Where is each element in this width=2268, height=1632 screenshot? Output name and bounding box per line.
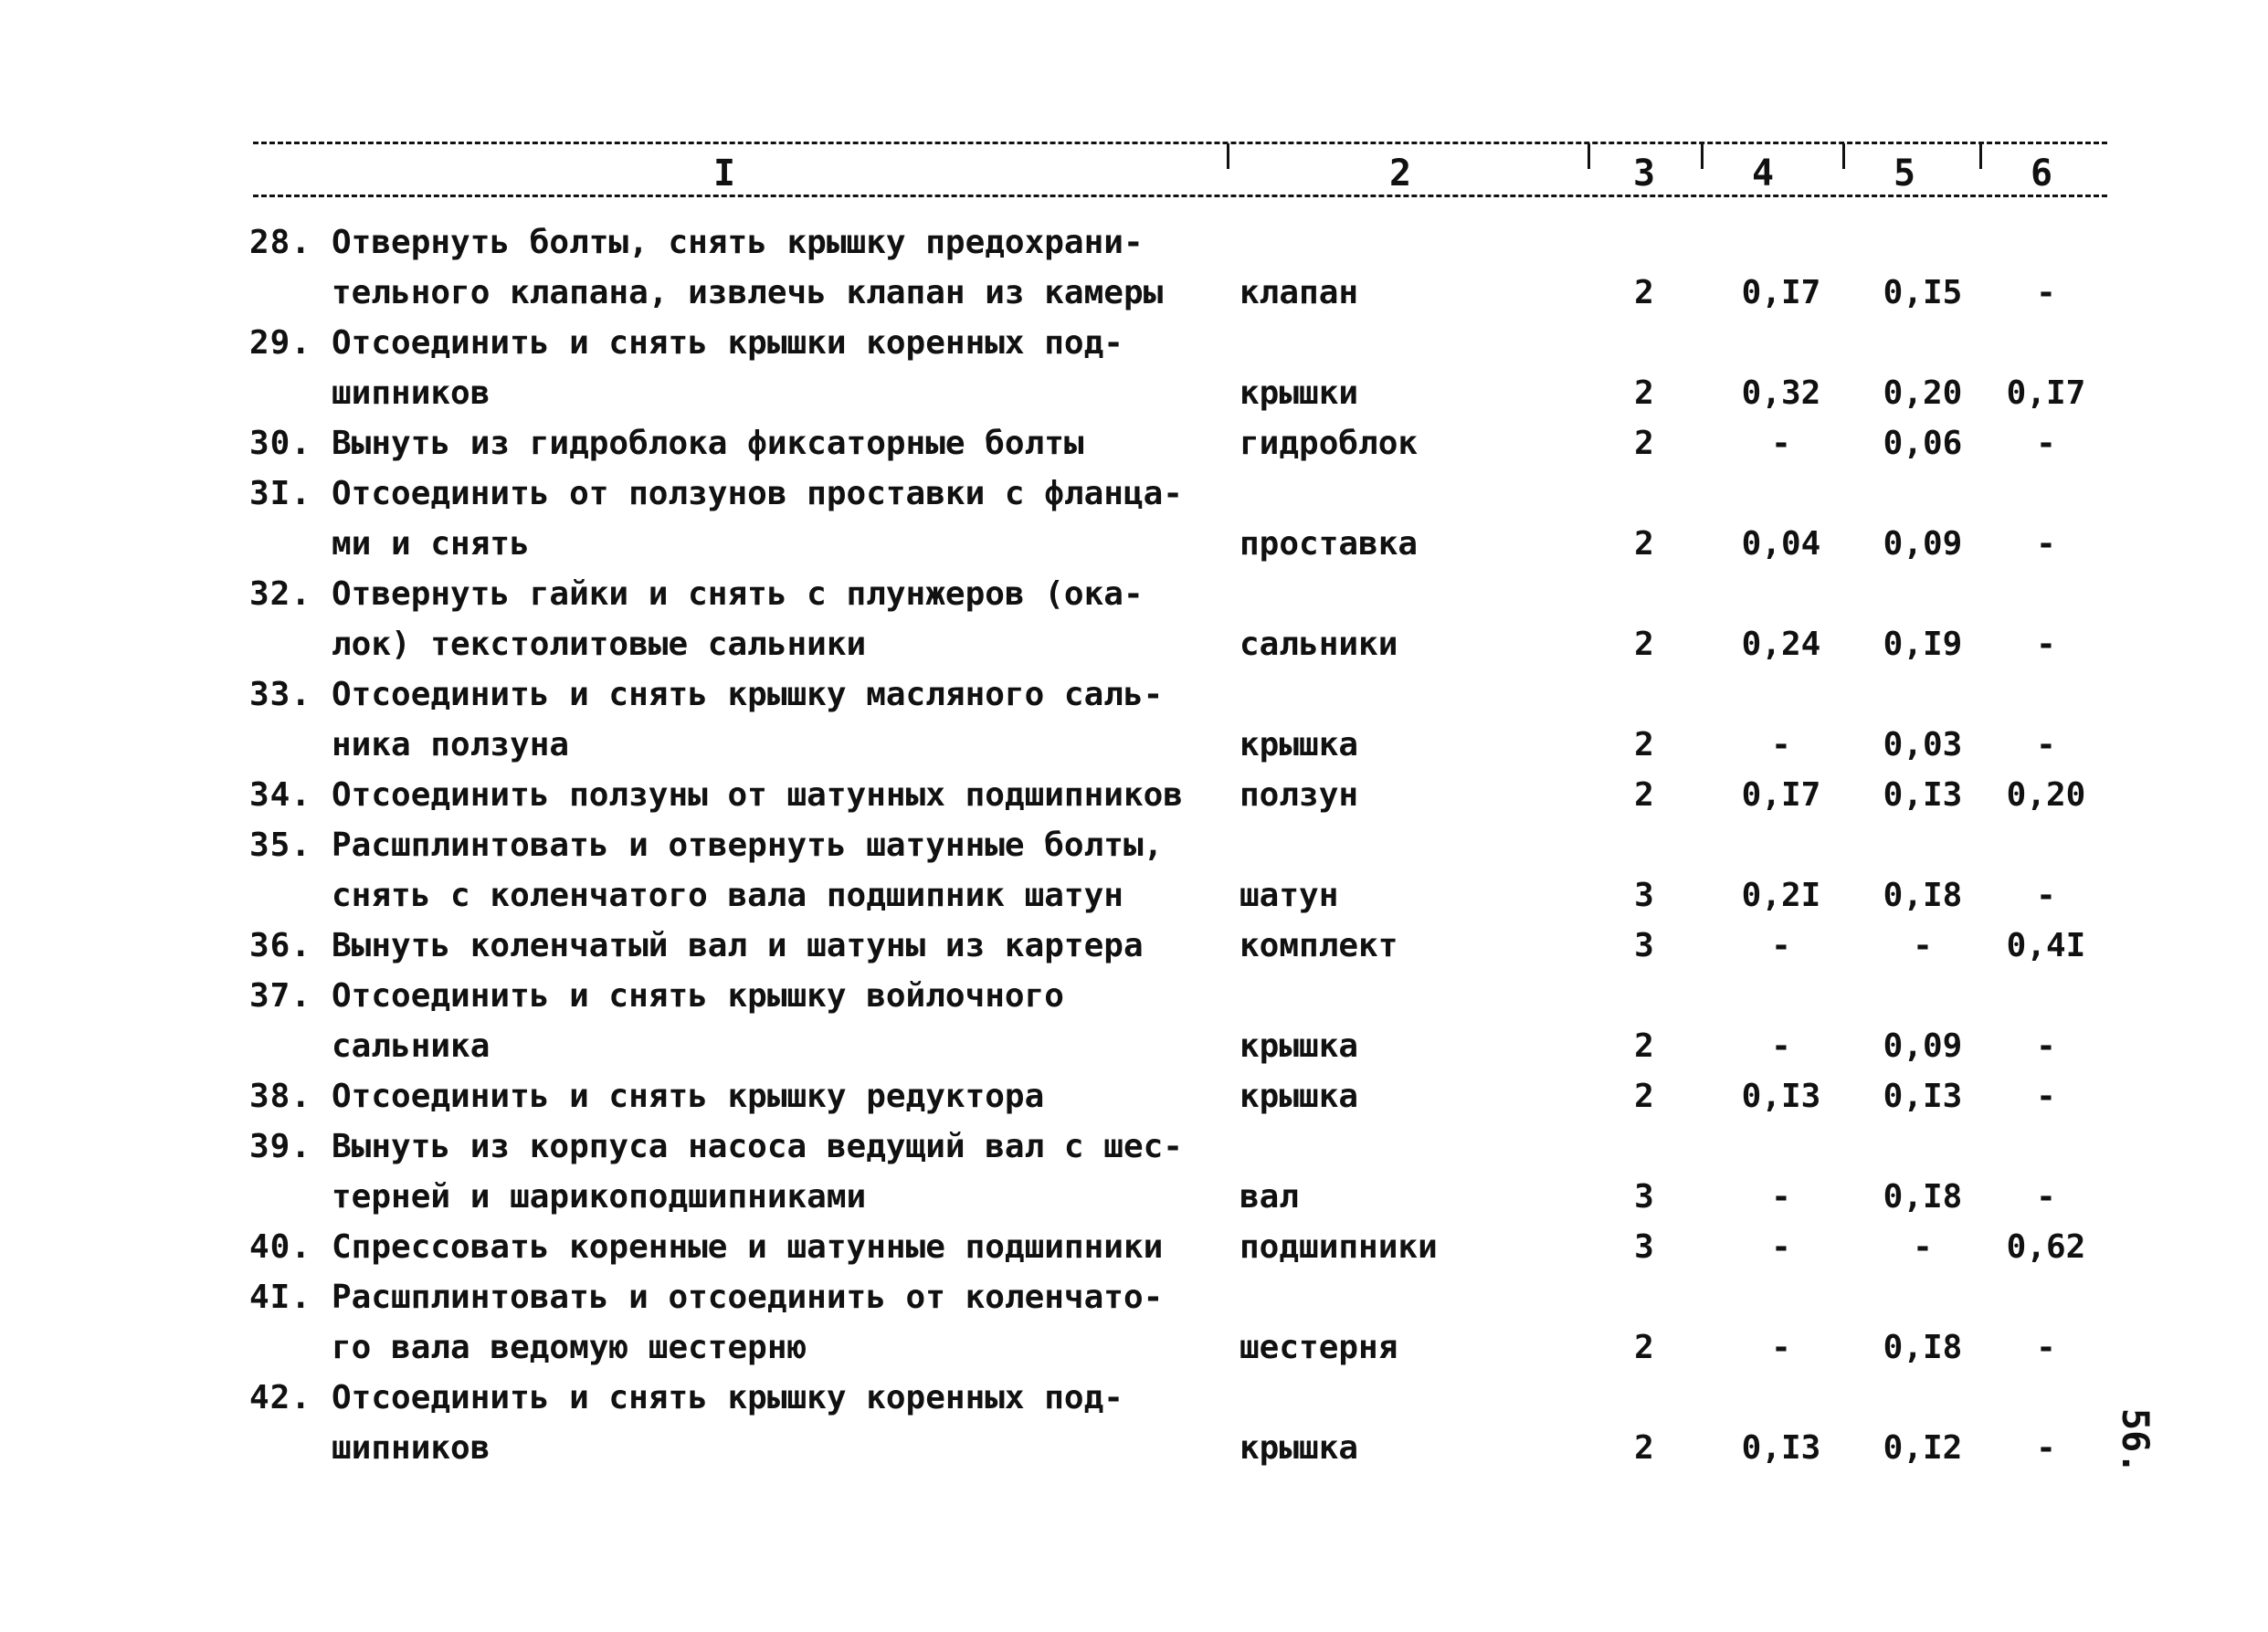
operation-text: терней и шарикоподшипниками [332, 1178, 867, 1216]
value-cell-6: - [2036, 726, 2056, 763]
value-cell-5: 0,09 [1883, 525, 1963, 563]
value-cell-5: 0,I3 [1883, 1078, 1963, 1115]
header-col-5: 5 [1894, 153, 1916, 195]
row-number: 39. [249, 1128, 312, 1165]
category-cell: 2 [1634, 1329, 1654, 1366]
value-cell-5: 0,I8 [1883, 1329, 1963, 1366]
header-top-rule [253, 142, 2107, 144]
part-name-cell: сальники [1239, 626, 1398, 663]
operation-text: лок) текстолитовые сальники [332, 626, 867, 663]
operation-text: Вынуть коленчатый вал и шатуны из картера [332, 927, 1144, 964]
operation-text: сальника [332, 1027, 491, 1065]
part-name-cell: крышка [1239, 1078, 1359, 1115]
category-cell: 3 [1634, 927, 1654, 964]
part-name-cell: клапан [1239, 274, 1359, 311]
operation-text: Отсоединить ползуны от шатунных подшипников [332, 776, 1183, 814]
value-cell-4: 0,I7 [1741, 274, 1821, 311]
category-cell: 3 [1634, 1178, 1654, 1216]
operation-text: снять с коленчатого вала подшипник шатун [332, 877, 1123, 914]
table-row [0, 569, 2268, 669]
value-cell-6: 0,4I [2006, 927, 2086, 964]
part-name-cell: подшипники [1239, 1228, 1438, 1266]
row-number: 32. [249, 575, 312, 613]
table-row [0, 669, 2268, 770]
category-cell: 3 [1634, 1228, 1654, 1266]
table-row [0, 217, 2268, 318]
operation-text: Отвернуть болты, снять крышку предохрани- [332, 224, 1144, 261]
column-separator [1701, 143, 1704, 169]
value-cell-5: 0,03 [1883, 726, 1963, 763]
header-col-4: 4 [1752, 153, 1775, 195]
table-row [0, 1272, 2268, 1373]
part-name-cell: гидроблок [1239, 425, 1419, 462]
part-name-cell: вал [1239, 1178, 1300, 1216]
value-cell-4: - [1771, 1027, 1791, 1065]
category-cell: 2 [1634, 425, 1654, 462]
category-cell: 3 [1634, 877, 1654, 914]
category-cell: 2 [1634, 776, 1654, 814]
value-cell-5: 0,I9 [1883, 626, 1963, 663]
operation-text: Вынуть из корпуса насоса ведущий вал с шес- [332, 1128, 1183, 1165]
operation-text: шипников [332, 374, 491, 412]
value-cell-4: - [1771, 1329, 1791, 1366]
value-cell-5: - [1913, 1228, 1933, 1266]
column-separator [1842, 143, 1845, 169]
header-bottom-rule [253, 195, 2107, 197]
operation-text: Расшплинтовать и отвернуть шатунные болты, [332, 827, 1164, 864]
row-number: 42. [249, 1379, 312, 1416]
value-cell-5: 0,I3 [1883, 776, 1963, 814]
value-cell-6: 0,20 [2006, 776, 2086, 814]
table-row [0, 418, 2268, 469]
table-row [0, 1121, 2268, 1222]
category-cell: 2 [1634, 525, 1654, 563]
row-number: 40. [249, 1228, 312, 1266]
value-cell-4: - [1771, 425, 1791, 462]
operation-text: ника ползуна [332, 726, 570, 763]
operation-text: Расшплинтовать и отсоединить от коленчато- [332, 1279, 1164, 1316]
value-cell-6: 0,62 [2006, 1228, 2086, 1266]
part-name-cell: крышка [1239, 1429, 1359, 1467]
category-cell: 2 [1634, 274, 1654, 311]
row-number: 37. [249, 977, 312, 1015]
category-cell: 2 [1634, 1078, 1654, 1115]
value-cell-4: 0,2I [1741, 877, 1821, 914]
table-row [0, 770, 2268, 820]
column-separator [1227, 143, 1229, 169]
row-number: 30. [249, 425, 312, 462]
part-name-cell: проставка [1239, 525, 1419, 563]
table-row [0, 318, 2268, 418]
value-cell-4: - [1771, 1178, 1791, 1216]
value-cell-5: - [1913, 927, 1933, 964]
row-number: 34. [249, 776, 312, 814]
value-cell-5: 0,20 [1883, 374, 1963, 412]
header-col-6: 6 [2031, 153, 2053, 195]
operation-text: Отсоединить и снять крышку войлочного [332, 977, 1064, 1015]
row-number: 35. [249, 827, 312, 864]
value-cell-6: - [2036, 425, 2056, 462]
header-col-3: 3 [1633, 153, 1656, 195]
operation-text: Отсоединить и снять крышку редуктора [332, 1078, 1045, 1115]
operation-text: го вала ведомую шестерню [332, 1329, 807, 1366]
value-cell-4: 0,04 [1741, 525, 1821, 563]
table-row [0, 971, 2268, 1071]
page-number: 56. [2114, 1408, 2156, 1475]
row-number: 4I. [249, 1279, 312, 1316]
value-cell-5: 0,06 [1883, 425, 1963, 462]
table-row [0, 820, 2268, 921]
value-cell-5: 0,I5 [1883, 274, 1963, 311]
row-number: 3I. [249, 475, 312, 512]
category-cell: 2 [1634, 374, 1654, 412]
operation-text: тельного клапана, извлечь клапан из камеры [332, 274, 1164, 311]
value-cell-6: - [2036, 1078, 2056, 1115]
operation-text: Отсоединить и снять крышку коренных под- [332, 1379, 1123, 1416]
value-cell-5: 0,I8 [1883, 877, 1963, 914]
operation-text: Отсоединить от ползунов проставки с фланца- [332, 475, 1183, 512]
value-cell-6: - [2036, 1178, 2056, 1216]
operation-text: Отвернуть гайки и снять с плунжеров (ока- [332, 575, 1144, 613]
value-cell-5: 0,I8 [1883, 1178, 1963, 1216]
column-separator [1588, 143, 1590, 169]
table-row [0, 1373, 2268, 1473]
value-cell-4: 0,I3 [1741, 1429, 1821, 1467]
part-name-cell: крышки [1239, 374, 1359, 412]
value-cell-4: 0,24 [1741, 626, 1821, 663]
table-row [0, 1071, 2268, 1121]
operation-text: Спрессовать коренные и шатунные подшипники [332, 1228, 1164, 1266]
part-name-cell: крышка [1239, 726, 1359, 763]
header-col-1: I [713, 153, 736, 195]
value-cell-6: - [2036, 1329, 2056, 1366]
category-cell: 2 [1634, 726, 1654, 763]
part-name-cell: шестерня [1239, 1329, 1398, 1366]
value-cell-6: - [2036, 1429, 2056, 1467]
table-row [0, 469, 2268, 569]
header-col-2: 2 [1389, 153, 1412, 195]
operation-text: Отсоединить и снять крышки коренных под- [332, 324, 1123, 362]
value-cell-6: 0,I7 [2006, 374, 2086, 412]
value-cell-5: 0,09 [1883, 1027, 1963, 1065]
row-number: 38. [249, 1078, 312, 1115]
value-cell-4: - [1771, 1228, 1791, 1266]
column-separator [1979, 143, 1982, 169]
value-cell-4: 0,32 [1741, 374, 1821, 412]
value-cell-6: - [2036, 274, 2056, 311]
part-name-cell: ползун [1239, 776, 1359, 814]
value-cell-6: - [2036, 525, 2056, 563]
row-number: 28. [249, 224, 312, 261]
category-cell: 2 [1634, 626, 1654, 663]
part-name-cell: комплект [1239, 927, 1398, 964]
value-cell-4: 0,I3 [1741, 1078, 1821, 1115]
table-row [0, 921, 2268, 971]
value-cell-4: - [1771, 726, 1791, 763]
operation-text: ми и снять [332, 525, 530, 563]
value-cell-4: - [1771, 927, 1791, 964]
category-cell: 2 [1634, 1429, 1654, 1467]
value-cell-6: - [2036, 626, 2056, 663]
part-name-cell: шатун [1239, 877, 1339, 914]
value-cell-5: 0,I2 [1883, 1429, 1963, 1467]
value-cell-6: - [2036, 877, 2056, 914]
row-number: 36. [249, 927, 312, 964]
operation-text: Вынуть из гидроблока фиксаторные болты [332, 425, 1084, 462]
row-number: 29. [249, 324, 312, 362]
table-row [0, 1222, 2268, 1272]
part-name-cell: крышка [1239, 1027, 1359, 1065]
operation-text: Отсоединить и снять крышку масляного саль- [332, 676, 1164, 713]
operation-text: шипников [332, 1429, 491, 1467]
value-cell-6: - [2036, 1027, 2056, 1065]
row-number: 33. [249, 676, 312, 713]
value-cell-4: 0,I7 [1741, 776, 1821, 814]
category-cell: 2 [1634, 1027, 1654, 1065]
